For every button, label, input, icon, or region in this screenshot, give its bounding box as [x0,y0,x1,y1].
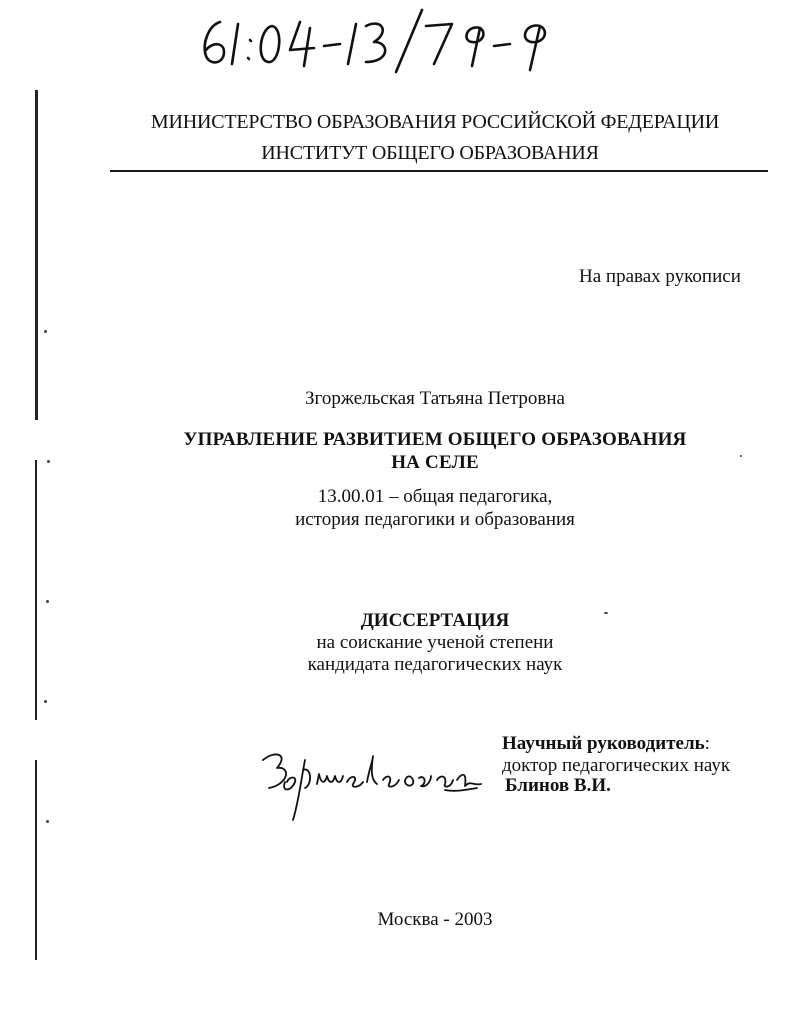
specialty-code: 13.00.01 – общая педагогика, [317,486,553,507]
archive-number-handwritten [190,4,570,74]
supervisor-degree: доктор педагогических наук [502,755,731,776]
dissertation-title-line1: УПРАВЛЕНИЕ РАЗВИТИЕМ ОБЩЕГО ОБРАЗОВАНИЯ [183,429,687,450]
specialty-name: история педагогики и образования [295,509,575,530]
scan-speck [46,600,49,603]
degree-line1: на соискание ученой степени [316,632,554,653]
ministry-name: МИНИСТЕРСТВО ОБРАЗОВАНИЯ РОССИЙСКОЙ ФЕДЕРАЦИИ [150,111,720,133]
scan-speck [46,820,49,823]
header-divider [110,170,768,172]
supervisor-label [502,733,710,755]
scan-speck [44,700,47,703]
dissertation-title-line2: НА СЕЛЕ [391,452,479,473]
scan-edge-line [35,90,38,420]
scan-edge-line [35,760,37,960]
supervisor-label-text: Научный руководитель [502,733,705,754]
author-name: Згоржельская Татьяна Петровна [305,388,565,409]
author-signature [255,740,485,830]
scan-speck [47,460,50,463]
supervisor-label-colon: : [704,733,710,754]
degree-line2: кандидата педагогических наук [307,654,563,675]
dissertation-label: ДИССЕРТАЦИЯ [360,610,510,631]
rights-note: На правах рукописи [579,266,741,287]
scan-edge-line [35,460,37,720]
city-year: Москва - 2003 [377,909,493,930]
supervisor-name: Блинов В.И. [505,775,611,796]
institute-name: ИНСТИТУТ ОБЩЕГО ОБРАЗОВАНИЯ [261,142,599,164]
scan-speck [44,330,47,333]
